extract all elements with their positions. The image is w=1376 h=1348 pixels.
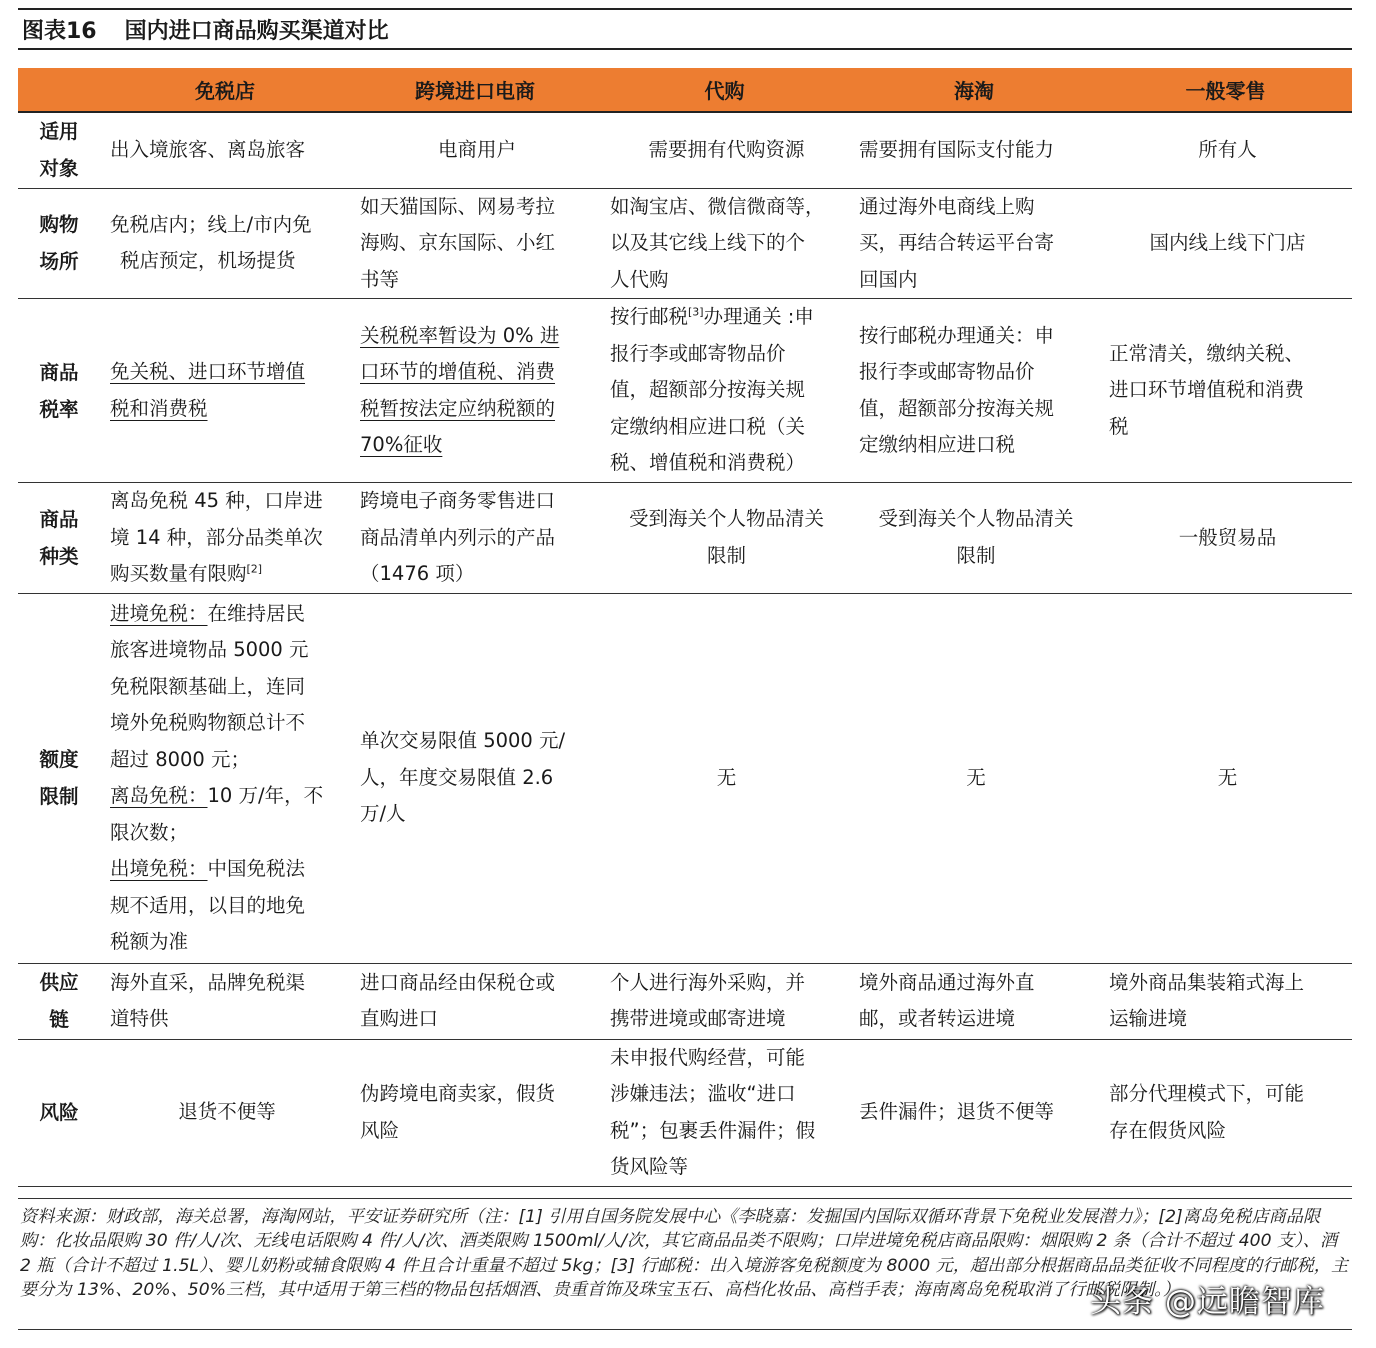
table-cell: 无 xyxy=(1099,593,1352,963)
table-cell: 离岛免税 45 种，口岸进 境 14 种，部分品类单次 购买数量有限购[2] xyxy=(100,483,350,594)
table-cell: 免税店内；线上/市内免 税店预定，机场提货 xyxy=(100,188,350,299)
table-cell: 未申报代购经营，可能 涉嫌违法；滥收“进口 税”；包裹丢件漏件；假 货风险等 xyxy=(600,1039,849,1186)
row-header: 购物 场所 xyxy=(18,188,100,299)
row-header: 额度 限制 xyxy=(18,593,100,963)
table-cell: 部分代理模式下，可能 存在假货风险 xyxy=(1099,1039,1352,1186)
header-corner xyxy=(18,68,100,112)
row-header: 风险 xyxy=(18,1039,100,1186)
row-header: 供应 链 xyxy=(18,963,100,1039)
table-cell: 国内线上线下门店 xyxy=(1099,188,1352,299)
table-row xyxy=(18,112,1352,188)
table-cell: 个人进行海外采购，并 携带进境或邮寄进境 xyxy=(600,963,849,1039)
column-header: 免税店 xyxy=(100,68,350,112)
comparison-table xyxy=(18,68,1352,1187)
table-cell: 正常清关，缴纳关税、 进口环节增值税和消费 税 xyxy=(1099,299,1352,483)
table-cell: 如天猫国际、网易考拉 海购、京东国际、小红 书等 xyxy=(350,188,600,299)
footnote-ref: [2] xyxy=(246,562,263,576)
table-cell: 如淘宝店、微信微商等， 以及其它线上线下的个 人代购 xyxy=(600,188,849,299)
table-cell: 无 xyxy=(849,593,1099,963)
column-header: 代购 xyxy=(600,68,849,112)
table-cell: 需要拥有代购资源 xyxy=(600,112,849,188)
table-header-row xyxy=(18,68,1352,112)
table-cell: 单次交易限值 5000 元/ 人，年度交易限值 2.6 万/人 xyxy=(350,593,600,963)
table-cell: 电商用户 xyxy=(350,112,600,188)
table-cell: 境外商品通过海外直 邮，或者转运进境 xyxy=(849,963,1099,1039)
watermark: 头条 @远瞻智库 xyxy=(1090,1284,1325,1320)
table-row xyxy=(18,483,1352,594)
table-cell: 一般贸易品 xyxy=(1099,483,1352,594)
column-header: 一般零售 xyxy=(1099,68,1352,112)
table-cell: 所有人 xyxy=(1099,112,1352,188)
table-row xyxy=(18,593,1352,963)
table-cell: 无 xyxy=(600,593,849,963)
table-cell: 受到海关个人物品清关 限制 xyxy=(600,483,849,594)
table-cell: 退货不便等 xyxy=(100,1039,350,1186)
table-cell: 受到海关个人物品清关 限制 xyxy=(849,483,1099,594)
figure-name: 国内进口商品购买渠道对比 xyxy=(124,18,389,44)
table-cell: 按行邮税[3]办理通关 :申 报行李或邮寄物品价 值，超额部分按海关规 定缴纳相应进口税（关 税、增值税和消费税） xyxy=(600,299,849,483)
table-cell: 需要拥有国际支付能力 xyxy=(849,112,1099,188)
table-cell: 跨境电子商务零售进口 商品清单内列示的产品 （1476 项） xyxy=(350,483,600,594)
row-header: 适用 对象 xyxy=(18,112,100,188)
table-cell: 海外直采，品牌免税渠 道特供 xyxy=(100,963,350,1039)
row-header: 商品 种类 xyxy=(18,483,100,594)
table-cell: 免关税、进口环节增值 税和消费税 xyxy=(100,299,350,483)
table-cell: 进境免税：在维持居民 旅客进境物品 5000 元 免税限额基础上，连同 境外免税购物额总计不 超过 8000 元； 离岛免税：10 万/年，不 限次数； 出境免税：中国免税法 规不适用，以目的地免 税额为准 xyxy=(100,593,350,963)
figure-title xyxy=(18,8,1352,50)
column-header: 跨境进口电商 xyxy=(350,68,600,112)
figure-number: 图表16 xyxy=(22,18,97,44)
table-cell: 通过海外电商线上购 买，再结合转运平台寄 回国内 xyxy=(849,188,1099,299)
table-cell: 关税税率暂设为 0% 进 口环节的增值税、消费 税暂按法定应纳税额的 70%征收 xyxy=(350,299,600,483)
footnote-ref: [3] xyxy=(688,305,704,319)
table-cell: 按行邮税办理通关：申 报行李或邮寄物品价 值，超额部分按海关规 定缴纳相应进口税 xyxy=(849,299,1099,483)
source-note: 资料来源：财政部，海关总署，海淘网站，平安证券研究所（注：[1] 引用自国务院发展中心《李晓嘉：发掘国内国际双循环背景下免税业发展潜力》；[2]离岛免税店商品限购：化妆品限购 30 件/人/次、无线电话限购 4 件/人/次、酒类限购 1500ml/人/次，其它商品品类不限购；口岸进境免税店商品限购：烟限购 2 条（合计不超过 400 支）、酒 2 瓶（合计不超过 1.5L）、婴儿奶粉或辅食限购 4 件且合计重量不超过 5kg；[3] 行邮税：出入境游客免税额度为 8000 元，超出部分根据商品品类征收不同程度的行邮税，主要分为 13%、20%、50%三档，其中适用于第三档的物品包括烟酒、贵重首饰及珠宝玉石、高档化妆品、高档手表；海南离岛免税取消了行邮税限制。） xyxy=(18,1198,1352,1330)
table-row xyxy=(18,1039,1352,1186)
table-cell: 伪跨境电商卖家，假货 风险 xyxy=(350,1039,600,1186)
table-row xyxy=(18,188,1352,299)
row-header: 商品 税率 xyxy=(18,299,100,483)
table-cell: 出入境旅客、离岛旅客 xyxy=(100,112,350,188)
table-cell: 境外商品集装箱式海上 运输进境 xyxy=(1099,963,1352,1039)
table-row xyxy=(18,299,1352,483)
table-cell: 进口商品经由保税仓或 直购进口 xyxy=(350,963,600,1039)
table-cell: 丢件漏件；退货不便等 xyxy=(849,1039,1099,1186)
column-header: 海淘 xyxy=(849,68,1099,112)
table-row xyxy=(18,963,1352,1039)
